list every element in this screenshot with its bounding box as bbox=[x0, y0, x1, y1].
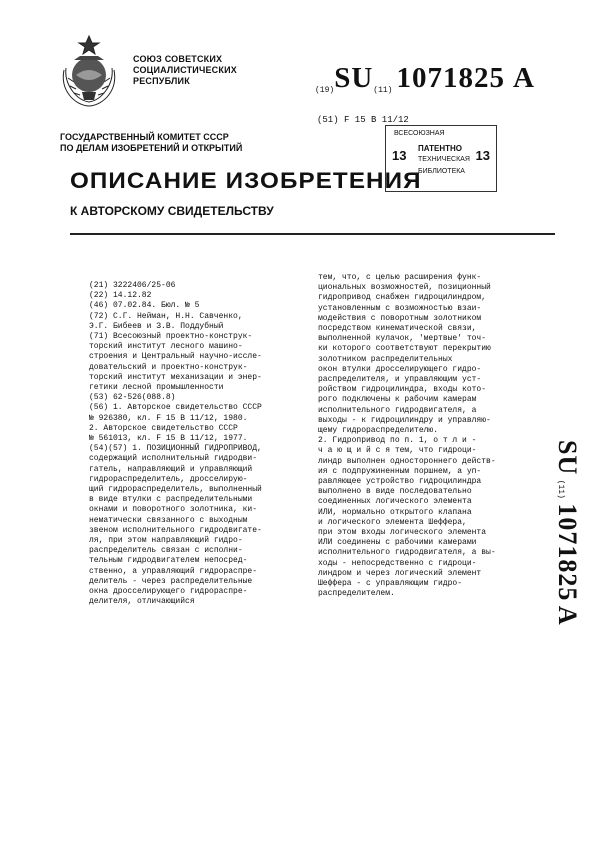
text-line: установленным с возможностью взаи- bbox=[318, 303, 482, 313]
side-country: SU bbox=[553, 440, 582, 476]
side-kind: A bbox=[553, 605, 582, 626]
text-line: соединенных логического элемента bbox=[318, 497, 472, 507]
text-line: гидропривод снабжен гидроцилиндром, bbox=[318, 293, 487, 303]
text-line: Э.Г. Бибеев и З.В. Поддубный bbox=[89, 321, 224, 331]
text-line: исполнительного гидродвигателя, а bbox=[318, 405, 477, 415]
text-line: распределитель связан с исполни- bbox=[89, 546, 243, 556]
kind-code: A bbox=[512, 62, 535, 94]
text-line: рого подключены к рабочим камерам bbox=[318, 395, 477, 405]
text-line: (72) С.Г. Нейман, Н.Н. Савченко, bbox=[89, 311, 243, 321]
text-line: ИЛИ, нормально открытого клапана bbox=[318, 507, 472, 517]
stamp-line: ТЕХНИЧЕСКАЯ bbox=[418, 156, 470, 163]
text-line: (21) 3222406/25-06 bbox=[89, 281, 176, 290]
org-name bbox=[133, 54, 237, 87]
text-line: и логического элемента Шеффера, bbox=[318, 517, 467, 527]
text-line: звеном исполнительного гидродвигате- bbox=[89, 525, 262, 535]
text-line: линдр выполнен одностороннего действ- bbox=[318, 456, 496, 466]
number: 1071825 bbox=[396, 62, 505, 94]
text-line: равляющее устройство гидроцилиндра bbox=[318, 477, 482, 487]
text-line: выходы - к гидроцилиндру и управляю- bbox=[318, 415, 491, 425]
text-line: распределителем. bbox=[318, 589, 395, 599]
text-line: гатель, направляющий и управляющий bbox=[89, 464, 253, 474]
text-line: линдром и через логический элемент bbox=[318, 568, 482, 578]
text-line: (54)(57) 1. ПОЗИЦИОННЫЙ ГИДРОПРИВОД, bbox=[89, 444, 262, 454]
text-line: (71) Всесоюзный проектно-конструк- bbox=[89, 332, 253, 342]
text-line: делитель - через распределительные bbox=[89, 576, 253, 586]
state-emblem bbox=[54, 30, 124, 110]
text-line: посредством кинематической связи, bbox=[318, 324, 477, 334]
text-line: 2. Гидропривод по п. 1, о т л и - bbox=[318, 436, 477, 446]
text-line: выполнено в виде последовательно bbox=[318, 487, 472, 497]
text-line: ходы - непосредственно с гидроци- bbox=[318, 558, 477, 568]
text-line: содержащий исполнительный гидродви- bbox=[89, 454, 258, 464]
committee-line: ПО ДЕЛАМ ИЗОБРЕТЕНИЙ И ОТКРЫТИЙ bbox=[60, 143, 243, 153]
text-line: окнами и поворотного золотника, ки- bbox=[89, 505, 258, 515]
text-line: строения и Центральный научно-иссле- bbox=[89, 352, 262, 362]
text-line: торский институт механизации и энер- bbox=[89, 372, 262, 382]
text-line: окна дросселирующего гидрораспре- bbox=[89, 587, 248, 597]
text-line: золотником распределительных bbox=[318, 354, 453, 364]
text-line: № 926380, кл. F 15 В 11/12, 1980. bbox=[89, 413, 248, 423]
text-line: (46) 07.02.84. Бюл. № 5 bbox=[89, 301, 200, 311]
side-number: 1071825 bbox=[553, 503, 582, 602]
left-column bbox=[89, 281, 309, 608]
text-line: исполнительного гидродвигателя, а вы- bbox=[318, 548, 496, 558]
text-line: окон втулки дросселирующего гидро- bbox=[318, 364, 482, 374]
text-line: ия с подпружиненным поршнем, а уп- bbox=[318, 466, 482, 476]
org-line: СОЮЗ СОВЕТСКИХ bbox=[133, 54, 223, 64]
text-line: тельным гидродвигателем непосред- bbox=[89, 556, 248, 566]
text-line: ч а ю щ и й с я тем, что гидроци- bbox=[318, 446, 477, 456]
divider bbox=[70, 233, 555, 235]
stamp-line: ПАТЕНТНО bbox=[418, 144, 463, 153]
stamp-number: 13 bbox=[392, 148, 407, 163]
side-code: (11) bbox=[556, 479, 565, 499]
text-line: (56) 1. Авторское свидетельство СССР bbox=[89, 403, 262, 413]
text-line: тем, что, с целью расширения функ- bbox=[318, 273, 482, 282]
text-line: ройством гидроцилиндра, входы кото- bbox=[318, 385, 487, 395]
text-line: довательский и проектно-конструк- bbox=[89, 362, 248, 372]
text-line: гетики лесной промышленности bbox=[89, 383, 224, 393]
text-line: (53) 62-526(088.8) bbox=[89, 393, 176, 403]
right-column bbox=[318, 273, 542, 600]
country-code: SU bbox=[334, 62, 374, 94]
text-line: ственно, а управляющий гидрораспре- bbox=[89, 566, 258, 576]
committee bbox=[60, 132, 242, 154]
text-line: (22) 14.12.82 bbox=[89, 291, 152, 301]
text-line: распределителя, и управляющим уст- bbox=[318, 375, 482, 385]
text-line: ки которого соответствуют перекрытию bbox=[318, 344, 491, 354]
org-line: РЕСПУБЛИК bbox=[133, 76, 190, 86]
text-line: модействия с поворотным золотником bbox=[318, 313, 482, 323]
text-line: делителя, отличающийся bbox=[89, 597, 195, 607]
code-11: (11) bbox=[373, 86, 393, 95]
text-line: ИЛИ соединены с рабочими камерами bbox=[318, 538, 477, 548]
org-line: СОЦИАЛИСТИЧЕСКИХ bbox=[133, 65, 237, 75]
text-line: торский институт лесного машино- bbox=[89, 342, 243, 352]
document-title: ОПИСАНИЕ ИЗОБРЕТЕНИЯ bbox=[70, 168, 422, 193]
text-line: нематически связанного с выходным bbox=[89, 515, 248, 525]
text-line: ля, при этом направляющий гидро- bbox=[89, 536, 243, 546]
text-line: выполненной кулачок, 'мертвые' точ- bbox=[318, 334, 487, 344]
text-line: при этом входы логического элемента bbox=[318, 528, 487, 538]
text-line: гидрораспределитель, дросселирую- bbox=[89, 474, 248, 484]
text-line: в виде втулки с распределительными bbox=[89, 495, 253, 505]
text-line: щему гидрораспределителю. bbox=[318, 426, 439, 436]
code-19: (19) bbox=[315, 86, 335, 95]
text-line: щий гидрораспределитель, выполненный bbox=[89, 485, 262, 495]
text-line: Шеффера - с управляющим гидро- bbox=[318, 579, 463, 589]
stamp-line: БИБЛИОТЕКА bbox=[418, 168, 465, 175]
stamp-number: 13 bbox=[475, 148, 490, 163]
stamp-line: ВСЕСОЮЗНАЯ bbox=[394, 130, 445, 137]
ipc-class: (51) F 15 В 11/12 bbox=[317, 115, 409, 125]
side-margin-number bbox=[530, 440, 582, 680]
document-subtitle: К АВТОРСКОМУ СВИДЕТЕЛЬСТВУ bbox=[70, 204, 274, 218]
text-line: № 561013, кл. F 15 В 11/12, 1977. bbox=[89, 434, 248, 444]
text-line: 2. Авторское свидетельство СССР bbox=[89, 423, 238, 433]
text-line: циональных возможностей, позиционный bbox=[318, 283, 491, 293]
committee-line: ГОСУДАРСТВЕННЫЙ КОМИТЕТ СССР bbox=[60, 132, 229, 142]
patent-number bbox=[315, 62, 535, 98]
